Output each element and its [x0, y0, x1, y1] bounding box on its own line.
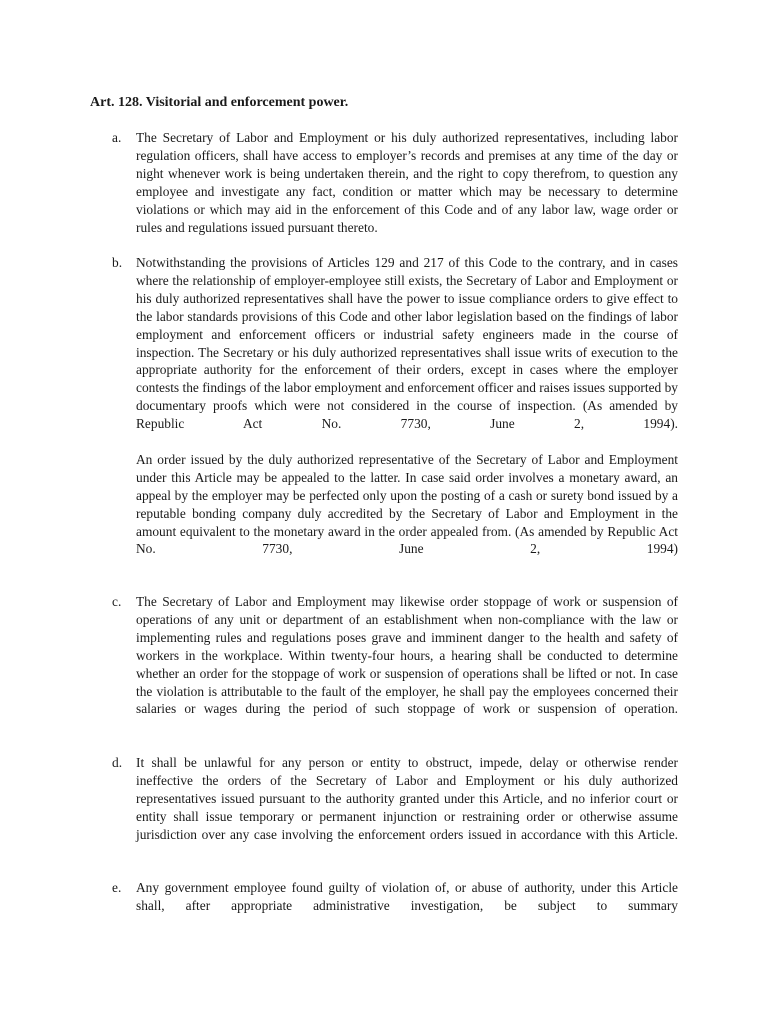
paragraph: Any government employee found guilty of violation of, or abuse of authority, under this Article shall, after appropriate administrative investigation, be subject to summary	[136, 880, 678, 913]
paragraph: It shall be unlawful for any person or entity to obstruct, impede, delay or otherwise render ineffective the orders of the Secretary of Labor and Employment or his duly authorized representatives issued pursuant to the authority granted under this Article, and no inferior court or entity shall issue temporary or permanent injunction or restraining order or otherwise assume jurisdiction over any case involving the enforcement orders issued in accordance with this Article.	[136, 755, 678, 842]
paragraph: The Secretary of Labor and Employment or his duly authorized representatives, including labor regulation officers, shall have access to employer’s records and premises at any time of the day or night whenever work is being undertaken therein, and the right to copy therefrom, to question any employee and investigate any fact, condition or matter which may be necessary to determine violations or which may aid in the enforcement of this Code and of any labor law, wage order or rules and regulations issued pursuant thereto.	[136, 130, 678, 235]
list-item-d	[112, 754, 678, 844]
item-marker: e.	[112, 880, 122, 895]
list-item-e	[112, 879, 678, 915]
list-item-a	[112, 129, 678, 236]
item-marker: d.	[112, 755, 123, 770]
paragraph: An order issued by the duly authorized representative of the Secretary of Labor and Employment under this Article may be appealed to the latter. In case said order involves a monetary award, an appeal by the employer may be perfected only upon the posting of a cash or surety bond issued by a reputable bonding company duly accredited by the Secretary of Labor and Employment in the amount equivalent to the monetary award in the order appealed from. (As amended by Republic Act No. 7730, June 2, 1994)	[136, 451, 678, 557]
item-marker: c.	[112, 594, 122, 609]
paragraph: Notwithstanding the provisions of Articles 129 and 217 of this Code to the contrary, and in cases where the relationship of employer-employee still exists, the Secretary of Labor and Employment or his duly authorized representatives shall have the power to issue compliance orders to give effect to the labor standards provisions of this Code and other labor legislation based on the findings of labor employment and enforcement officers or industrial safety engineers made in the course of inspection. The Secretary or his duly authorized representatives shall issue writs of execution to the appropriate authority for the enforcement of their orders, except in cases where the employer contests the findings of the labor employment and enforcement officer and raises issues supported by documentary proofs which were not considered in the course of inspection. (As amended by Republic Act No. 7730, June 2, 1994).	[136, 255, 678, 432]
item-text	[136, 593, 678, 718]
item-text	[136, 129, 678, 236]
item-text	[136, 754, 678, 844]
article-title: Art. 128. Visitorial and enforcement power.	[90, 95, 349, 110]
item-marker: b.	[112, 255, 123, 270]
item-text	[136, 254, 678, 558]
item-marker: a.	[112, 130, 122, 145]
list-item-b	[112, 254, 678, 558]
paragraph: The Secretary of Labor and Employment may likewise order stoppage of work or suspension of operations of any unit or department of an establishment when non-compliance with the law or implementing rules and regulations poses grave and imminent danger to the health and safety of workers in the workplace. Within twenty-four hours, a hearing shall be conducted to determine whether an order for the stoppage of work or suspension of operations shall be lifted or not. In case the violation is attributable to the fault of the employer, he shall pay the employees concerned their salaries or wages during the period of such stoppage of work or suspension of operation.	[136, 594, 678, 717]
list-item-c	[112, 593, 678, 718]
item-text	[136, 879, 678, 915]
